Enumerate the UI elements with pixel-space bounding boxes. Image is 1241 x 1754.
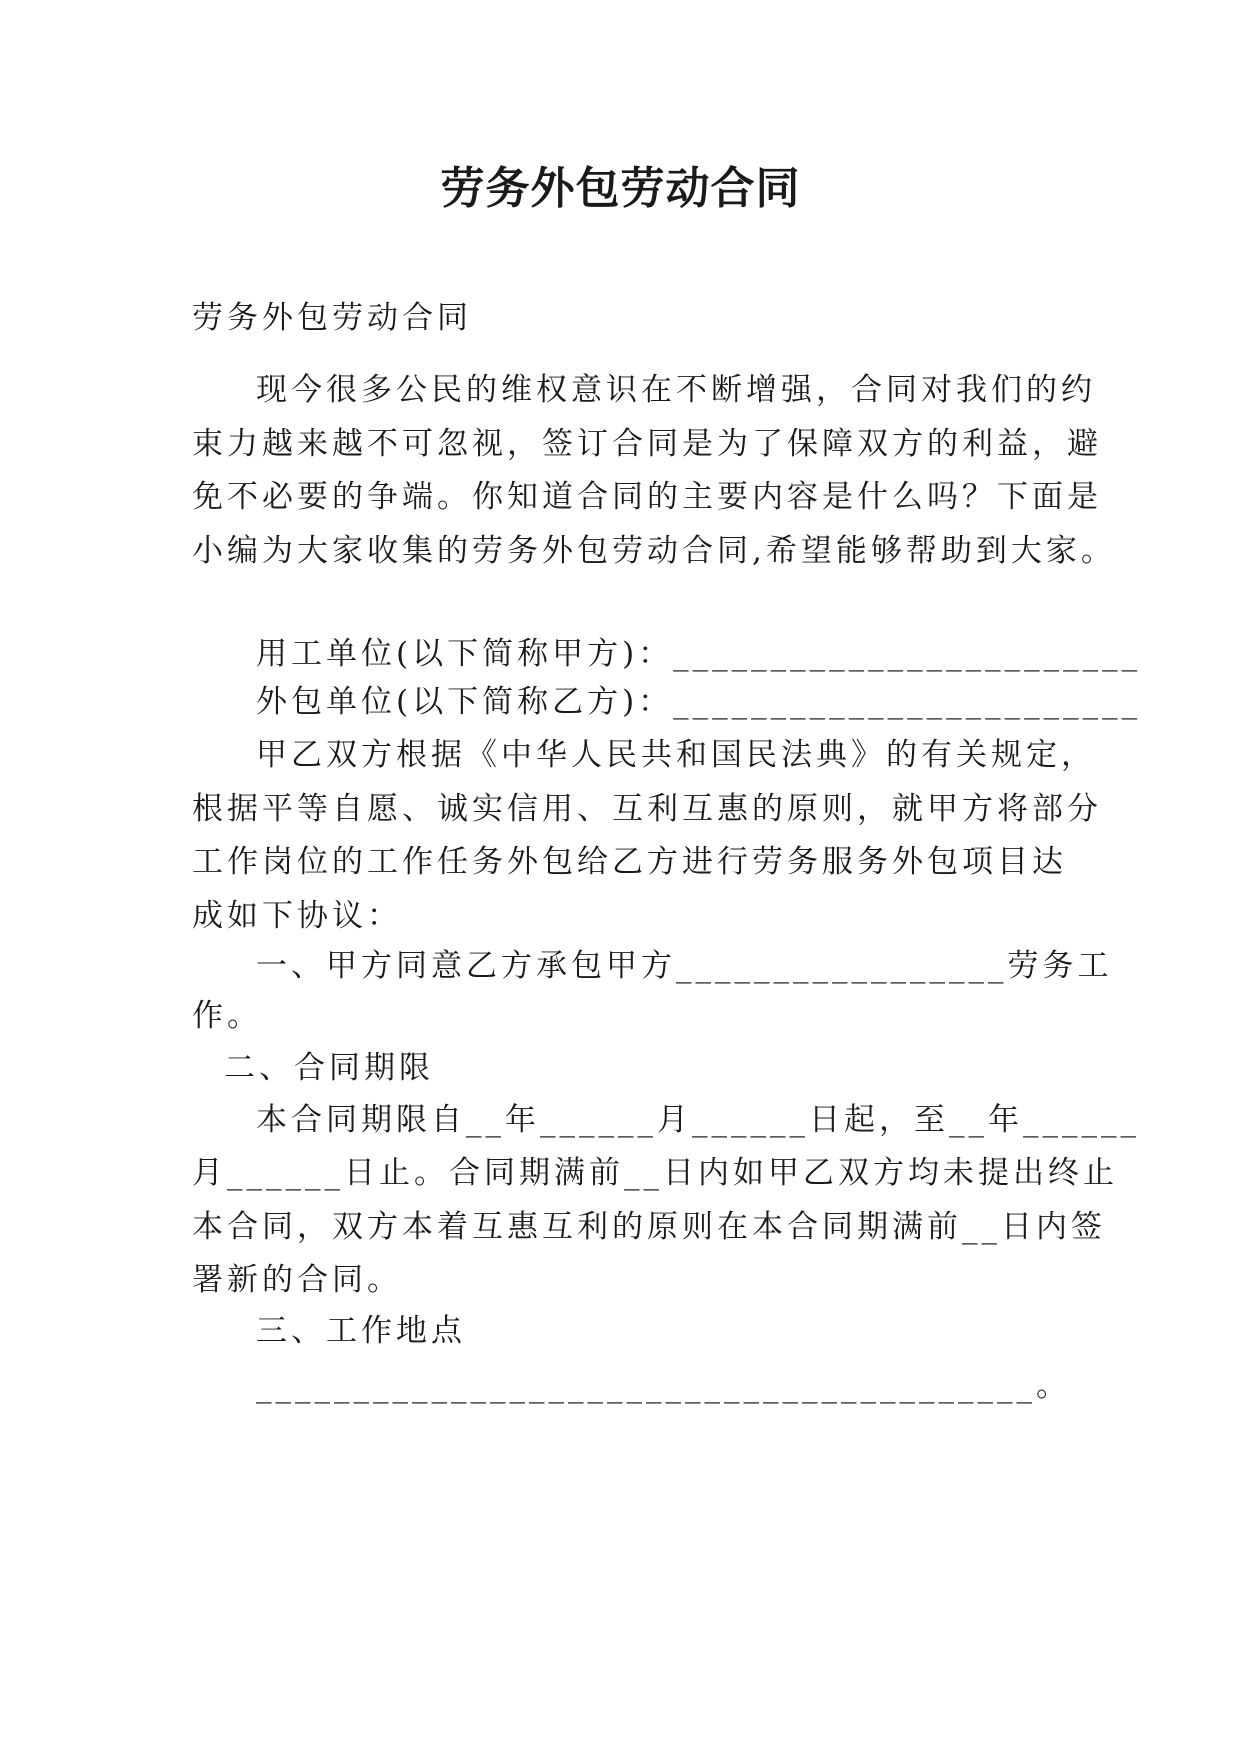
preamble-line: 工作岗位的工作任务外包给乙方进行劳务服务外包项目达 bbox=[192, 844, 1067, 880]
party-a-line: 用工单位(以下简称甲方)：________________________ bbox=[256, 636, 1142, 672]
preamble-line: 甲乙双方根据《中华人民共和国民法典》的有关规定， bbox=[256, 737, 1096, 773]
preamble-line: 成如下协议： bbox=[192, 898, 402, 934]
clause2-line: 署新的合同。 bbox=[192, 1262, 402, 1298]
intro-line: 免不必要的争端。你知道合同的主要内容是什么吗？下面是 bbox=[192, 479, 1102, 515]
clause1-line: 作。 bbox=[192, 998, 262, 1034]
clause2-heading: 二、合同期限 bbox=[224, 1050, 434, 1086]
clause2-line: 本合同，双方本着互惠互利的原则在本合同期满前__日内签 bbox=[192, 1209, 1106, 1245]
preamble-line: 根据平等自愿、诚实信用、互利互惠的原则，就甲方将部分 bbox=[192, 791, 1102, 827]
clause3-heading: 三、工作地点 bbox=[256, 1313, 466, 1349]
clause3-blank: ________________________________________。 bbox=[256, 1368, 1071, 1404]
clause2-line: 本合同期限自__年______月______日起，至__年______ bbox=[256, 1102, 1140, 1138]
intro-line: 现今很多公民的维权意识在不断增强，合同对我们的约 bbox=[256, 372, 1096, 408]
document-subtitle: 劳务外包劳动合同 bbox=[192, 300, 472, 336]
intro-line: 小编为大家收集的劳务外包劳动合同,希望能够帮助到大家。 bbox=[192, 533, 1116, 569]
document-title: 劳务外包劳动合同 bbox=[440, 163, 801, 214]
clause1-line: 一、甲方同意乙方承包甲方_________________劳务工 bbox=[256, 948, 1113, 984]
clause2-line: 月______日止。合同期满前__日内如甲乙双方均未提出终止 bbox=[192, 1155, 1118, 1191]
party-b-line: 外包单位(以下简称乙方)：________________________ bbox=[256, 684, 1142, 720]
intro-line: 束力越来越不可忽视，签订合同是为了保障双方的利益，避 bbox=[192, 426, 1102, 462]
